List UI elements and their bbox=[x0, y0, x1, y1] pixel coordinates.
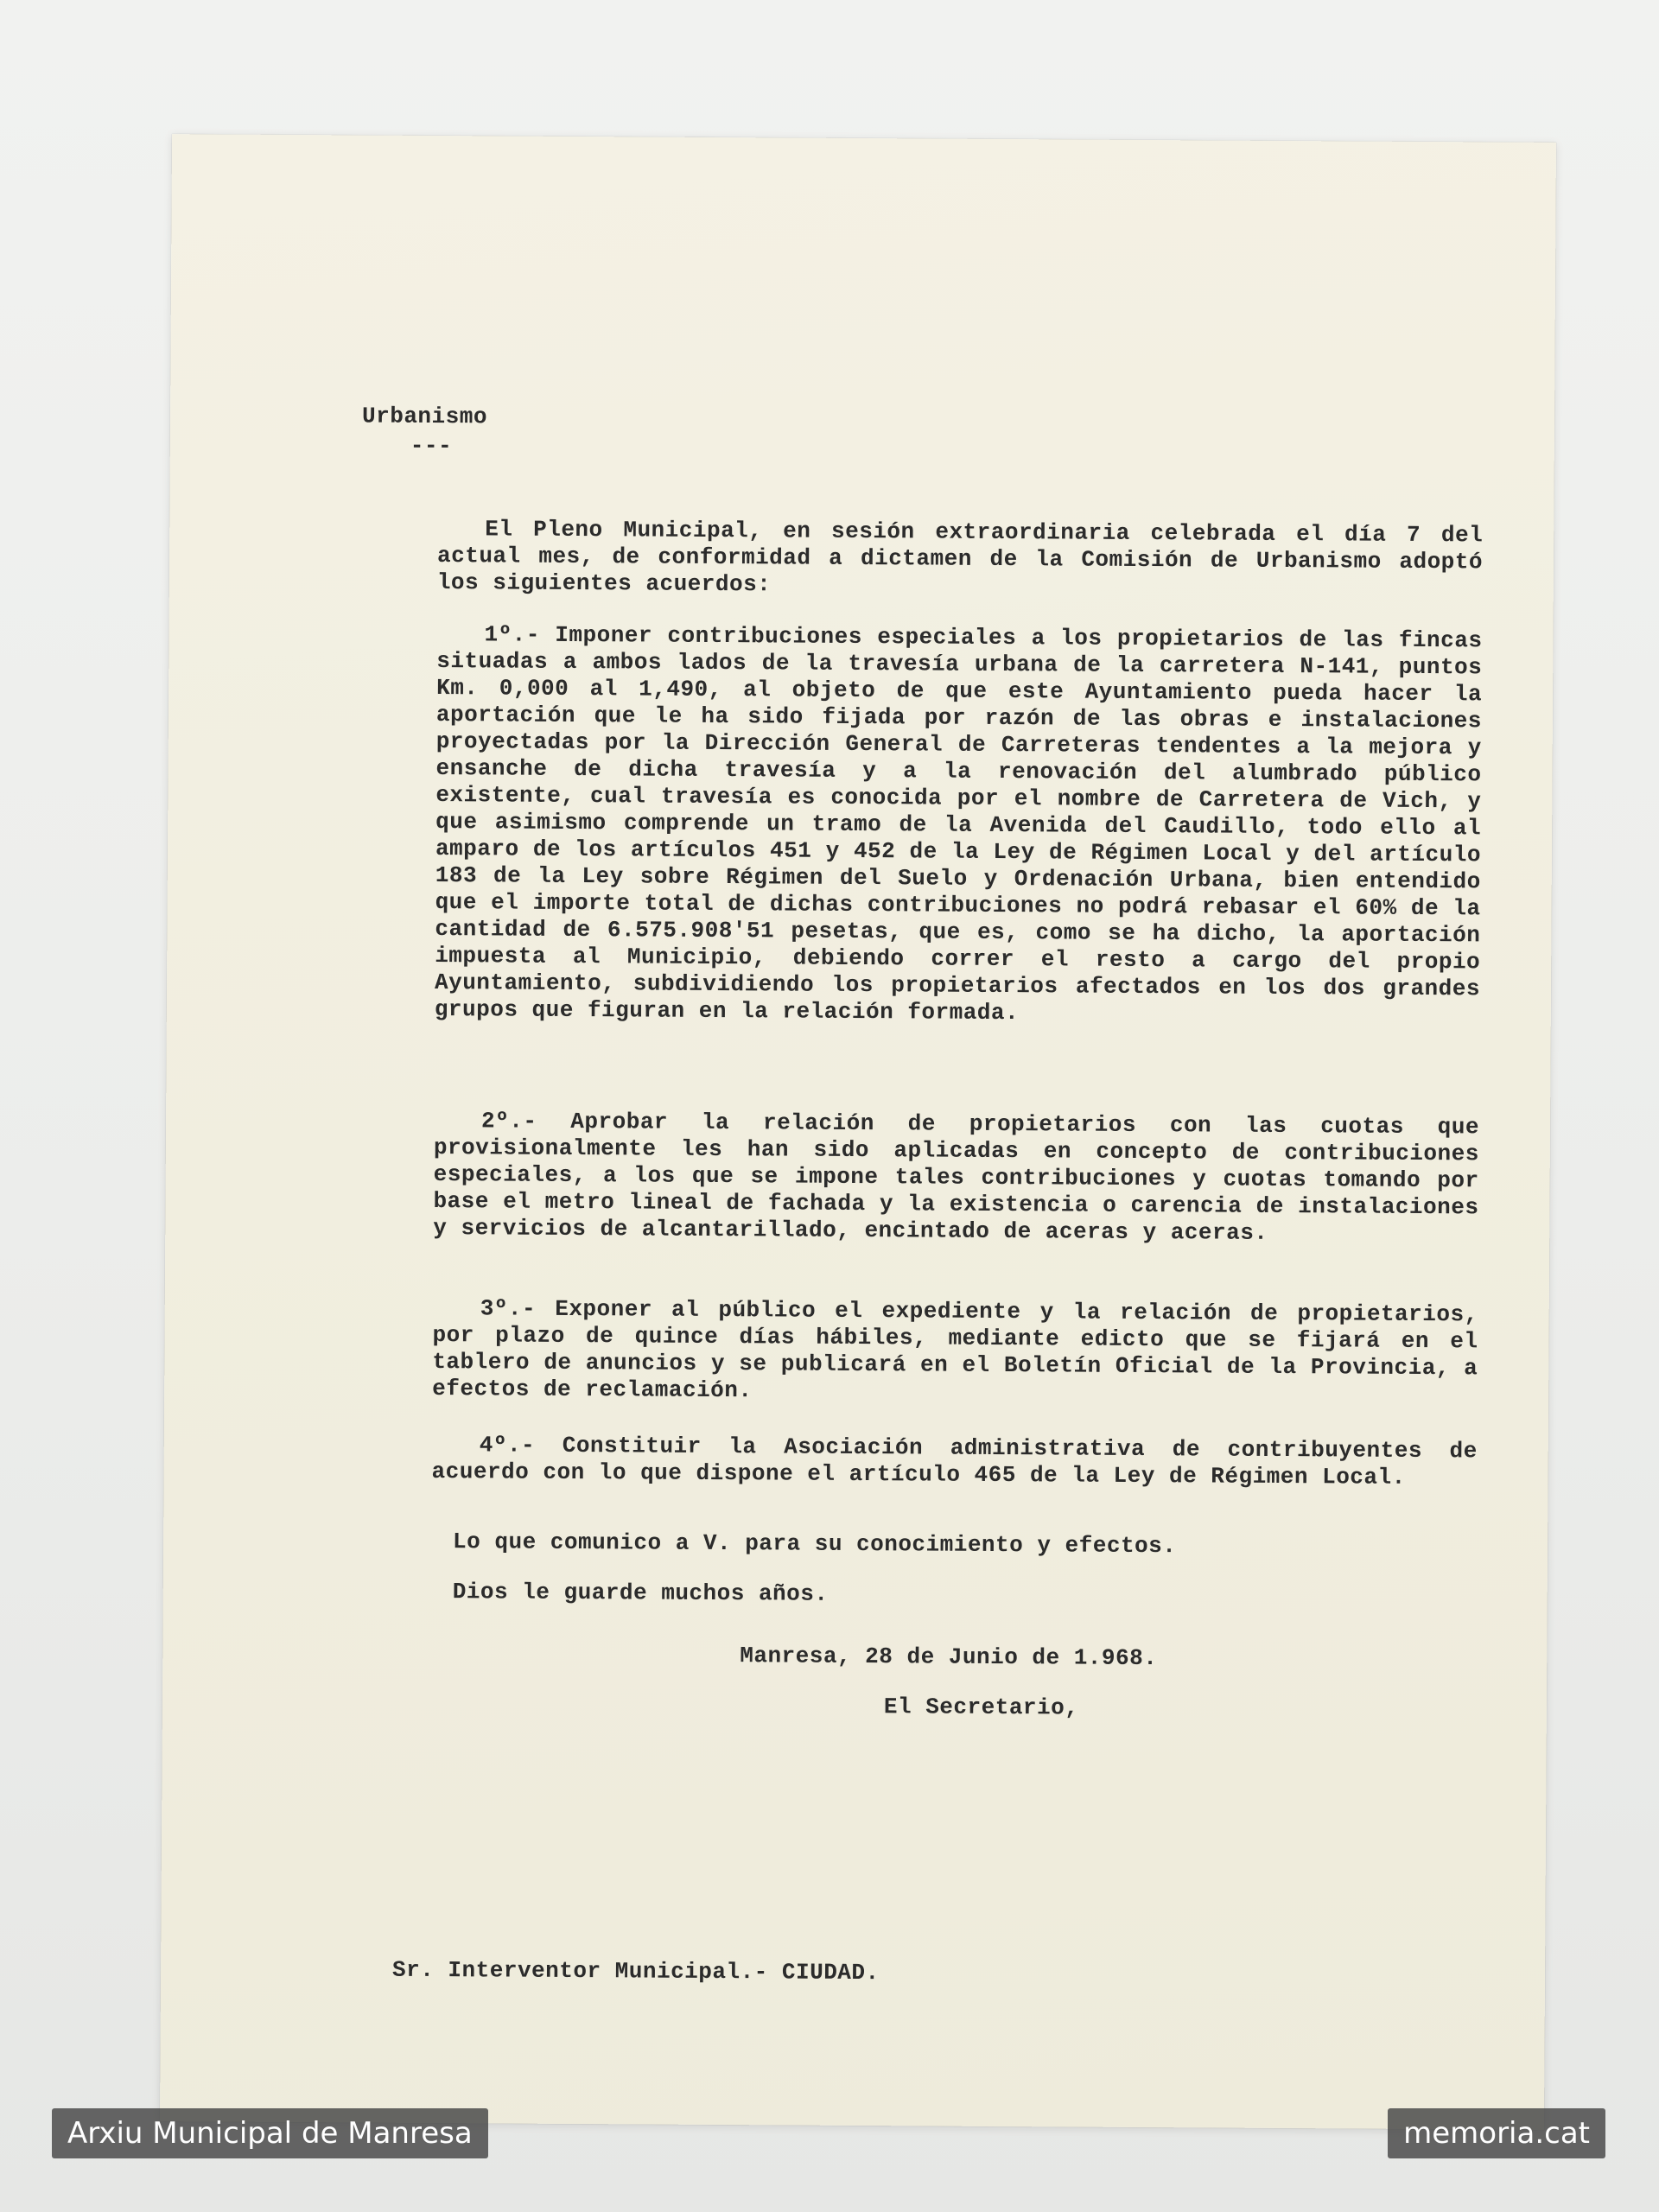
agreement-item-1: 1º.- Imponer contribuciones especiales a los propietarios de las fincas situadas a ambos lados de la travesía urbana de la carretera N-141, puntos Km. 0,000 al 1,490, al objeto de que este Ayuntamiento pueda hacer la aportación que le ha sido fijada por razón de las obras e instalaciones proyectadas por la Dirección General de Carreteras tendentes a la mejora y ensanche de dicha travesía y a la renovación del alumbrado público existente, cual travesía es conocida por el nombre de Carretera de Vich, y que asimismo comprende un tramo de la Avenida del Caudillo, todo ello al amparo de los artículos 451 y 452 de la Ley de Régimen Local y del artículo 183 de la Ley sobre Régimen del Suelo y Ordenación Urbana, bien entendido que el importe total de dichas contribuciones no podrá rebasar el 60% de la cantidad de 6.575.908'51 pesetas, que es, como se ha dicho, la aportación impuesta al Municipio, debiendo correr el resto a cargo del propio Ayuntamiento, subdividiendo los propietarios afectados en los dos grandes grupos que figuran en la relación formada. bbox=[434, 621, 1483, 1027]
archive-source-badge: Arxiu Municipal de Manresa bbox=[52, 2108, 488, 2158]
signature-title: El Secretario, bbox=[883, 1694, 1079, 1721]
closing-line-2: Dios le guarde muchos años. bbox=[452, 1579, 829, 1607]
agreement-item-2: 2º.- Aprobar la relación de propietarios con las cuotas que provisionalmente les han sido aplicadas en concepto de contribuciones especiales, a los que se impone tales contribuciones y cuotas tomando por base el metro lineal de fachada y la existencia o carencia de instalaciones y servicios de alcantarillado, encintado de aceras y aceras. bbox=[433, 1108, 1480, 1246]
agreement-item-4: 4º.- Constituir la Asociación administrativa de contribuyentes de acuerdo con lo que dispone el artículo 465 de la Ley de Régimen Local. bbox=[431, 1432, 1478, 1491]
website-badge[interactable]: memoria.cat bbox=[1388, 2108, 1605, 2158]
closing-line-1: Lo que comunico a V. para su conocimiento y efectos. bbox=[453, 1529, 1177, 1560]
document-page bbox=[160, 134, 1556, 2130]
document-heading: Urbanismo bbox=[361, 403, 488, 430]
place-date: Manresa, 28 de Junio de 1.968. bbox=[740, 1643, 1158, 1672]
intro-paragraph: El Pleno Municipal, en sesión extraordinaria celebrada el día 7 del actual mes, de conformidad a dictamen de la Comisión de Urbanismo adoptó los siguientes acuerdos: bbox=[436, 516, 1484, 598]
heading-underline: --- bbox=[410, 432, 453, 460]
agreement-item-3: 3º.- Exponer al público el expediente y la relación de propietarios, por plazo de quince días hábiles, mediante edicto que se fijará en el tablero de anuncios y se publicará en el Boletín Oficial de la Provincia, a efectos de reclamación. bbox=[432, 1295, 1478, 1404]
addressee-line: Sr. Interventor Municipal.- CIUDAD. bbox=[391, 1956, 880, 1986]
